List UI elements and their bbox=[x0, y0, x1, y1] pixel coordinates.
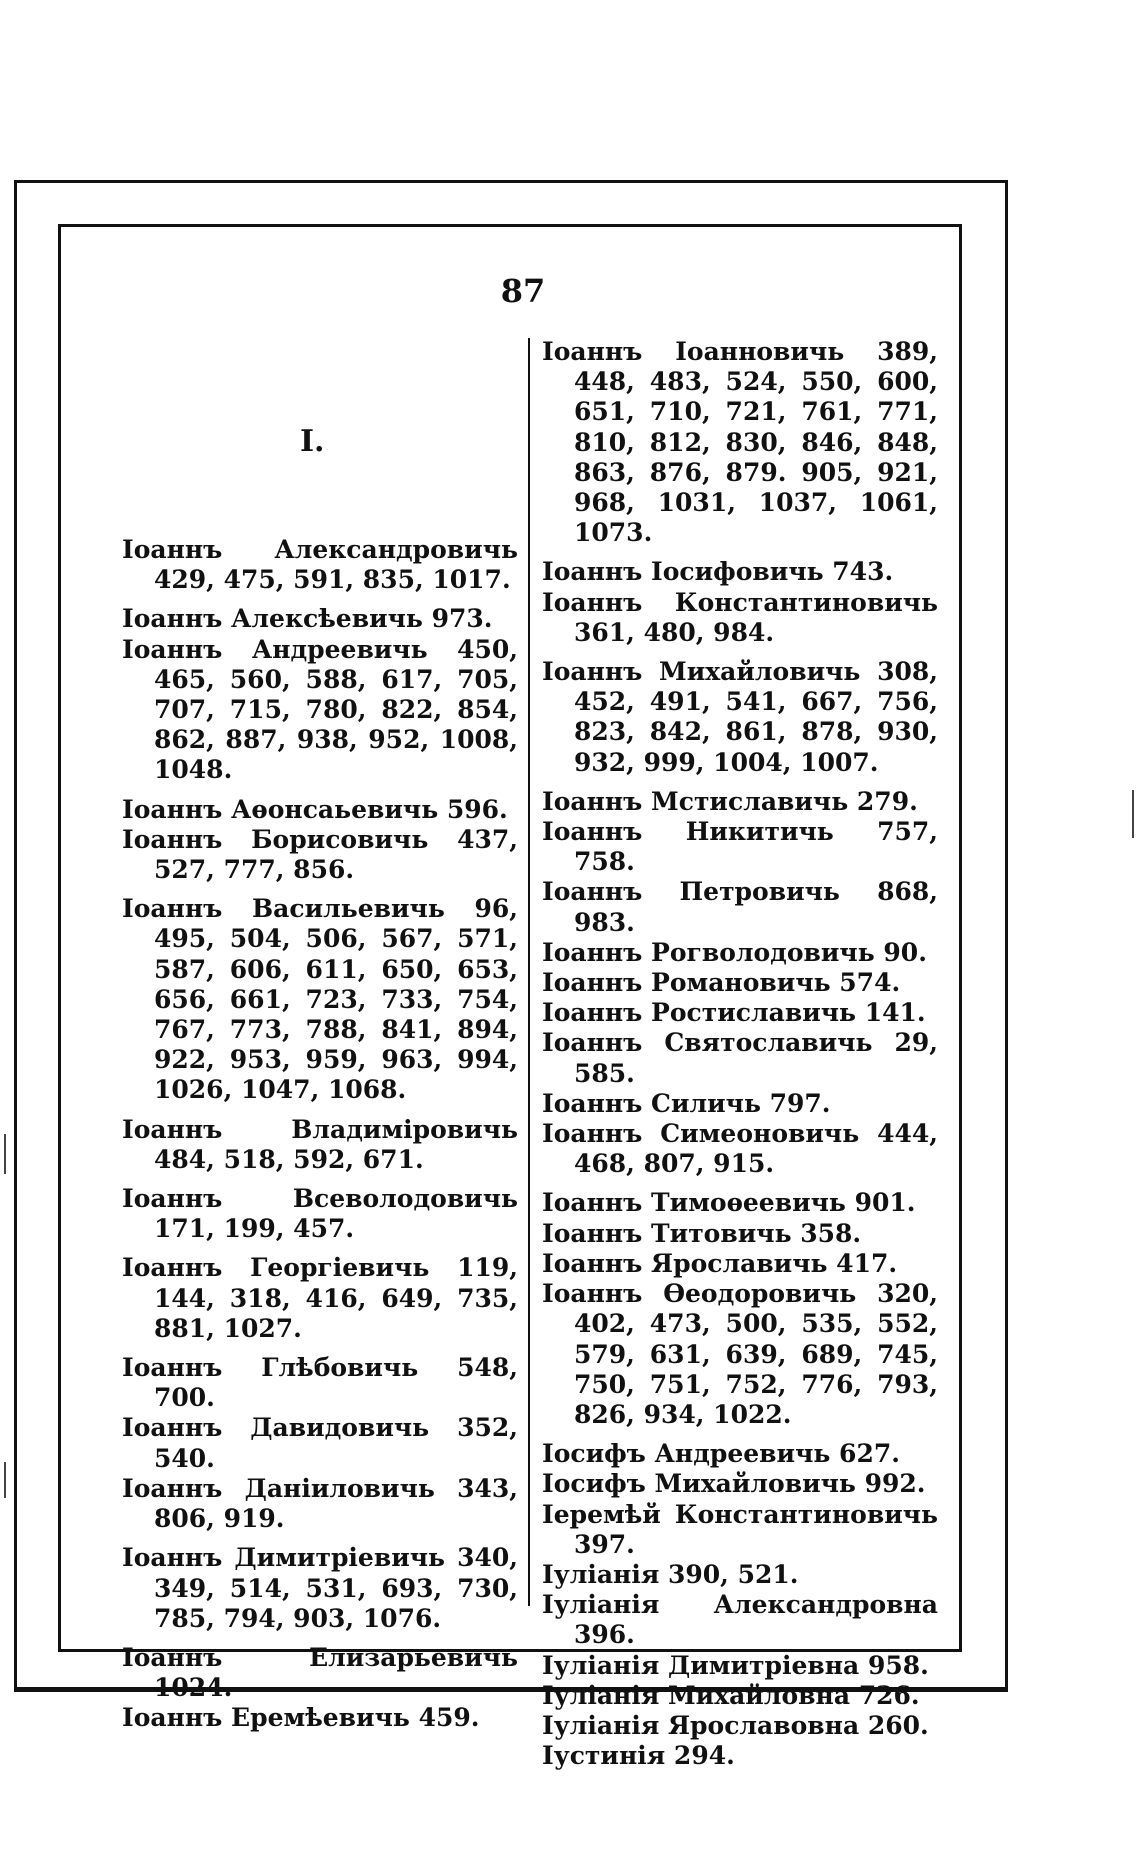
index-entry: Іоаннъ Васильевичь 96, 495, 504, 506, 567, 571, 587, 606, 611, 650, 653, 656, 661, 723, 733, 754, 767, 773, 788, 841, 894, 922, 953, 959, 963, 994, 1026, 1047, 1068. bbox=[122, 894, 518, 1105]
index-entry: Іоаннъ Еремѣевичь 459. bbox=[122, 1703, 480, 1733]
index-entry: Іоаннъ Михайловичь 308, 452, 491, 541, 667, 756, 823, 842, 861, 878, 930, 932, 999, 1004, 1007. bbox=[542, 657, 938, 777]
index-column-right bbox=[542, 337, 938, 1771]
index-entry: Іоаннъ Ростиславичь 141. bbox=[542, 998, 926, 1028]
index-entry: Іоаннъ Петровичь 868, 983. bbox=[542, 877, 938, 937]
index-entry: Іоаннъ Алексѣевичь 973. bbox=[122, 604, 493, 634]
column-divider-rule bbox=[528, 338, 530, 1606]
index-column-left bbox=[122, 535, 518, 1734]
index-entry: Іоаннъ Титовичь 358. bbox=[542, 1218, 862, 1248]
index-entry: Іосифъ Михайловичь 992. bbox=[542, 1469, 926, 1499]
index-entry: Іоаннъ Святославичь 29, 585. bbox=[542, 1028, 938, 1088]
index-entry: Іосифъ Андреевичь 627. bbox=[542, 1439, 900, 1469]
index-entry: Іоаннъ Іоанновичь 389, 448, 483, 524, 550, 600, 651, 710, 721, 761, 771, 810, 812, 830, 846, 848, 863, 876, 879. 905, 921, 968, 1031, 1037, 1061, 1073. bbox=[542, 337, 938, 548]
index-entry: Іоаннъ Димитріевичь 340, 349, 514, 531, 693, 730, 785, 794, 903, 1076. bbox=[122, 1543, 518, 1633]
index-entry: Іуліанія Александровна 396. bbox=[542, 1590, 938, 1650]
index-entry: Іоаннъ Даніиловичь 343, 806, 919. bbox=[122, 1473, 518, 1534]
index-entry: Іоаннъ Андреевичь 450, 465, 560, 588, 617, 705, 707, 715, 780, 822, 854, 862, 887, 938, 952, 1008, 1048. bbox=[122, 634, 518, 785]
index-entry: Іоаннъ Аѳонсаьевичь 596. bbox=[122, 794, 508, 824]
page-number: 87 bbox=[500, 272, 546, 310]
index-entry: Іоаннъ Тимоѳеевичь 901. bbox=[542, 1188, 916, 1218]
index-entry: Іоаннъ Ѳеодоровичь 320, 402, 473, 500, 535, 552, 579, 631, 639, 689, 745, 750, 751, 752, 776, 793, 826, 934, 1022. bbox=[542, 1279, 938, 1429]
index-entry: Іоаннъ Симеоновичь 444, 468, 807, 915. bbox=[542, 1119, 938, 1179]
index-entry: Іоаннъ Борисовичь 437, 527, 777, 856. bbox=[122, 824, 518, 885]
index-entry: Іоаннъ Александровичь 429, 475, 591, 835, 1017. bbox=[122, 535, 518, 595]
index-entry: Іоаннъ Всеволодовичь 171, 199, 457. bbox=[122, 1184, 518, 1244]
index-entry: Іуліанія Ярославовна 260. bbox=[542, 1710, 929, 1740]
index-entry: Іуліанія Димитріевна 958. bbox=[542, 1650, 929, 1680]
section-letter-heading: I. bbox=[300, 424, 325, 459]
scan-artifact-mark bbox=[4, 1134, 6, 1174]
index-entry: Іоаннъ Владимiровичь 484, 518, 592, 671. bbox=[122, 1114, 518, 1174]
index-entry: Іоаннъ Георгіевичь 119, 144, 318, 416, 649, 735, 881, 1027. bbox=[122, 1253, 518, 1343]
scan-artifact-mark bbox=[4, 1462, 6, 1498]
index-entry: Іоаннъ Давидовичь 352, 540. bbox=[122, 1413, 518, 1473]
index-entry: Іоаннъ Никитичь 757, 758. bbox=[542, 817, 938, 877]
index-entry: Іуліанія 390, 521. bbox=[542, 1559, 799, 1589]
index-entry: Іоаннъ Силичь 797. bbox=[542, 1088, 831, 1118]
index-entry: Іоаннъ Константиновичь 361, 480, 984. bbox=[542, 587, 938, 647]
index-entry: Іоаннъ Іосифовичь 743. bbox=[542, 557, 894, 587]
index-entry: Іоаннъ Елизарьевичь 1024. bbox=[122, 1642, 518, 1703]
index-entry: Іустинія 294. bbox=[542, 1741, 735, 1771]
index-entry: Іеремѣй Константиновичь 397. bbox=[542, 1499, 938, 1559]
scan-artifact-mark bbox=[1132, 790, 1134, 838]
index-entry: Іоаннъ Романовичь 574. bbox=[542, 968, 901, 998]
index-entry: Іоаннъ Рогволодовичь 90. bbox=[542, 937, 927, 967]
index-entry: Іоаннъ Глѣбовичь 548, 700. bbox=[122, 1353, 518, 1413]
index-entry: Іоаннъ Ярославичь 417. bbox=[542, 1248, 898, 1278]
index-entry: Іоаннъ Мстиславичь 279. bbox=[542, 786, 918, 816]
index-entry: Іуліанія Михайловна 726. bbox=[542, 1680, 920, 1710]
